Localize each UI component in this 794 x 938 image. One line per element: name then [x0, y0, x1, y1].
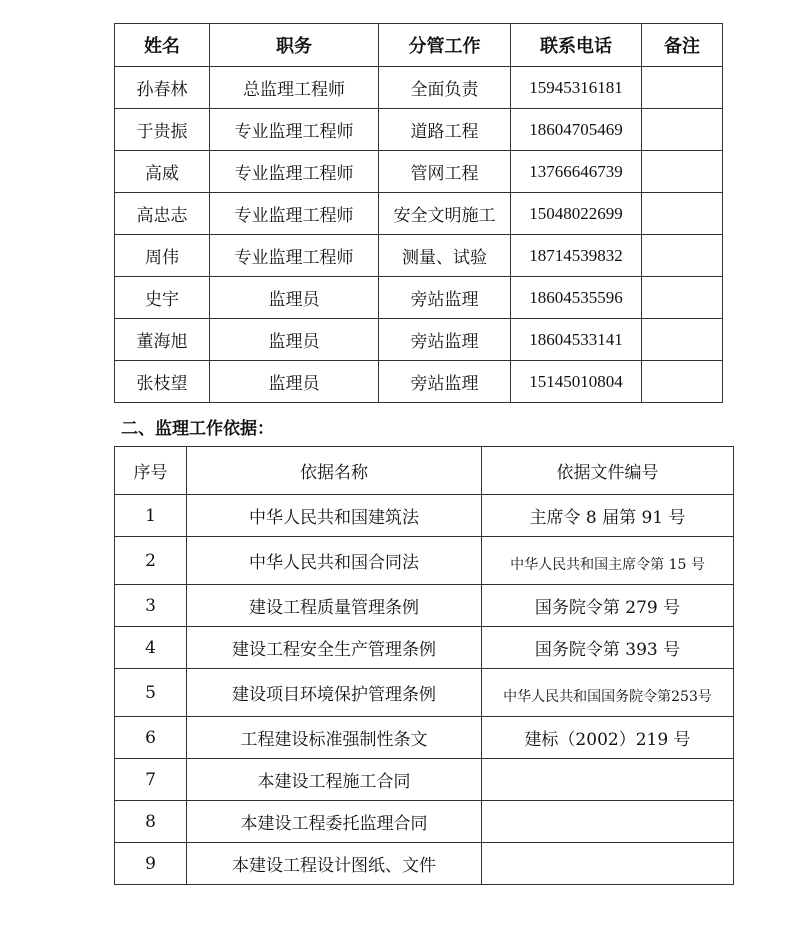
cell-note — [642, 235, 723, 277]
table-row — [115, 669, 734, 717]
table-row — [115, 843, 734, 885]
header-name: 姓名 — [115, 24, 210, 67]
cell-phone: 18714539832 — [511, 235, 642, 277]
cell-note — [642, 109, 723, 151]
cell-position: 专业监理工程师 — [210, 109, 379, 151]
cell-basis-name: 中华人民共和国建筑法 — [187, 495, 482, 537]
cell-name: 高威 — [115, 151, 210, 193]
cell-phone: 15945316181 — [511, 67, 642, 109]
basis-header-row — [115, 447, 734, 495]
staff-table — [114, 23, 723, 403]
table-row — [115, 235, 723, 277]
cell-index: 4 — [115, 627, 187, 669]
cell-responsibility: 旁站监理 — [379, 319, 511, 361]
cell-basis-name: 建设工程安全生产管理条例 — [187, 627, 482, 669]
cell-responsibility: 全面负责 — [379, 67, 511, 109]
cell-name: 孙春林 — [115, 67, 210, 109]
table-row — [115, 627, 734, 669]
header-doc-number: 依据文件编号 — [482, 447, 734, 495]
cell-position: 总监理工程师 — [210, 67, 379, 109]
cell-basis-name: 建设工程质量管理条例 — [187, 585, 482, 627]
cell-index: 7 — [115, 759, 187, 801]
cell-basis-name: 中华人民共和国合同法 — [187, 537, 482, 585]
cell-responsibility: 旁站监理 — [379, 277, 511, 319]
cell-position: 监理员 — [210, 277, 379, 319]
cell-doc-number: 主席令 8 届第 91 号 — [482, 495, 734, 537]
cell-basis-name: 工程建设标准强制性条文 — [187, 717, 482, 759]
cell-note — [642, 193, 723, 235]
cell-basis-name: 本建设工程委托监理合同 — [187, 801, 482, 843]
cell-note — [642, 151, 723, 193]
cell-name: 于贵振 — [115, 109, 210, 151]
cell-doc-number: 中华人民共和国主席令第 15 号 — [482, 537, 734, 585]
cell-index: 5 — [115, 669, 187, 717]
basis-table — [114, 446, 734, 885]
table-row — [115, 537, 734, 585]
basis-table-body — [115, 495, 734, 885]
cell-index: 1 — [115, 495, 187, 537]
cell-doc-number — [482, 759, 734, 801]
cell-phone: 18604533141 — [511, 319, 642, 361]
cell-doc-number — [482, 843, 734, 885]
cell-position: 专业监理工程师 — [210, 193, 379, 235]
cell-doc-number: 建标（2002）219 号 — [482, 717, 734, 759]
cell-phone: 18604535596 — [511, 277, 642, 319]
cell-phone: 15145010804 — [511, 361, 642, 403]
cell-position: 专业监理工程师 — [210, 235, 379, 277]
header-phone: 联系电话 — [511, 24, 642, 67]
cell-basis-name: 本建设工程施工合同 — [187, 759, 482, 801]
cell-position: 专业监理工程师 — [210, 151, 379, 193]
cell-name: 周伟 — [115, 235, 210, 277]
header-position: 职务 — [210, 24, 379, 67]
cell-doc-number: 中华人民共和国国务院令第253号 — [482, 669, 734, 717]
cell-position: 监理员 — [210, 319, 379, 361]
cell-position: 监理员 — [210, 361, 379, 403]
header-responsibility: 分管工作 — [379, 24, 511, 67]
cell-responsibility: 安全文明施工 — [379, 193, 511, 235]
table-row — [115, 759, 734, 801]
table-row — [115, 495, 734, 537]
table-row — [115, 277, 723, 319]
cell-responsibility: 旁站监理 — [379, 361, 511, 403]
table-row — [115, 717, 734, 759]
staff-table-body — [115, 67, 723, 403]
header-basis-name: 依据名称 — [187, 447, 482, 495]
cell-basis-name: 建设项目环境保护管理条例 — [187, 669, 482, 717]
header-note: 备注 — [642, 24, 723, 67]
staff-header-row — [115, 24, 723, 67]
cell-doc-number: 国务院令第 393 号 — [482, 627, 734, 669]
table-row — [115, 67, 723, 109]
cell-responsibility: 测量、试验 — [379, 235, 511, 277]
table-row — [115, 319, 723, 361]
cell-doc-number — [482, 801, 734, 843]
cell-doc-number: 国务院令第 279 号 — [482, 585, 734, 627]
table-row — [115, 109, 723, 151]
cell-index: 2 — [115, 537, 187, 585]
cell-note — [642, 67, 723, 109]
table-row — [115, 193, 723, 235]
cell-name: 张枝望 — [115, 361, 210, 403]
cell-note — [642, 319, 723, 361]
cell-phone: 15048022699 — [511, 193, 642, 235]
cell-name: 高忠志 — [115, 193, 210, 235]
header-index: 序号 — [115, 447, 187, 495]
section-title: 二、监理工作依据： — [121, 419, 274, 439]
cell-phone: 13766646739 — [511, 151, 642, 193]
cell-responsibility: 管网工程 — [379, 151, 511, 193]
table-row — [115, 151, 723, 193]
cell-phone: 18604705469 — [511, 109, 642, 151]
cell-index: 9 — [115, 843, 187, 885]
cell-note — [642, 277, 723, 319]
cell-index: 3 — [115, 585, 187, 627]
cell-name: 史宇 — [115, 277, 210, 319]
cell-index: 8 — [115, 801, 187, 843]
cell-index: 6 — [115, 717, 187, 759]
cell-responsibility: 道路工程 — [379, 109, 511, 151]
table-row — [115, 361, 723, 403]
cell-basis-name: 本建设工程设计图纸、文件 — [187, 843, 482, 885]
table-row — [115, 801, 734, 843]
table-row — [115, 585, 734, 627]
cell-name: 董海旭 — [115, 319, 210, 361]
cell-note — [642, 361, 723, 403]
